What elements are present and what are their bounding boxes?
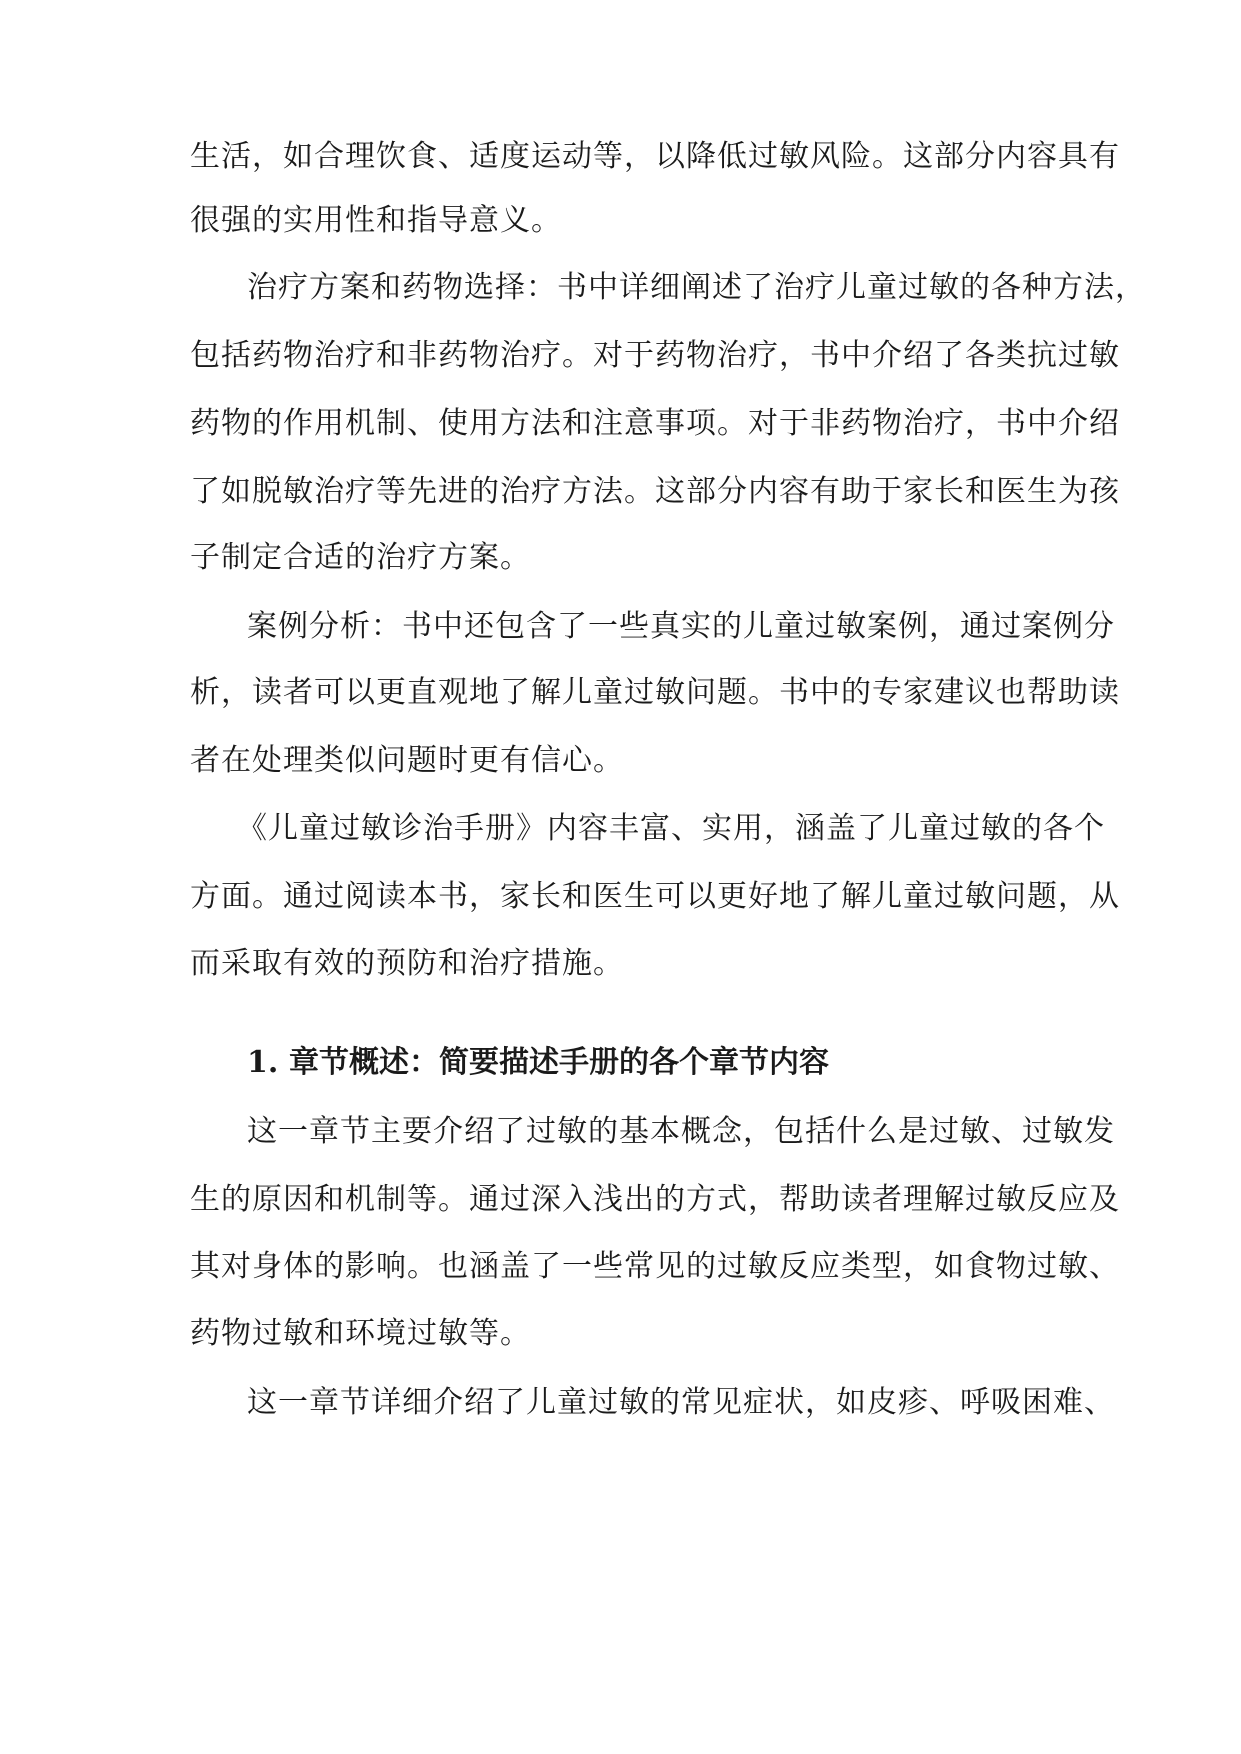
text-line: 其对身体的影响。也涵盖了一些常见的过敏反应类型，如食物过敏、 xyxy=(190,1249,1120,1284)
text-line: 很强的实用性和指导意义。 xyxy=(190,203,562,238)
text-line: 析，读者可以更直观地了解儿童过敏问题。书中的专家建议也帮助读 xyxy=(190,675,1120,710)
heading-number: 1. xyxy=(247,1045,279,1080)
text-line: 药物的作用机制、使用方法和注意事项。对于非药物治疗，书中介绍 xyxy=(190,406,1120,441)
text-line: 者在处理类似问题时更有信心。 xyxy=(190,743,624,778)
text-line: 方面。通过阅读本书，家长和医生可以更好地了解儿童过敏问题，从 xyxy=(190,879,1120,914)
section-heading xyxy=(247,1043,829,1083)
paragraph-start: 这一章节详细介绍了儿童过敏的常见症状，如皮疹、呼吸困难、 xyxy=(247,1385,1115,1420)
paragraph-start: 案例分析：书中还包含了一些真实的儿童过敏案例，通过案例分 xyxy=(247,609,1115,644)
paragraph-start: 这一章节主要介绍了过敏的基本概念，包括什么是过敏、过敏发 xyxy=(247,1114,1115,1149)
paragraph-start: 《儿童过敏诊治手册》内容丰富、实用，涵盖了儿童过敏的各个 xyxy=(237,811,1105,846)
text-line: 了如脱敏治疗等先进的治疗方法。这部分内容有助于家长和医生为孩 xyxy=(190,474,1120,509)
text-line: 生的原因和机制等。通过深入浅出的方式，帮助读者理解过敏反应及 xyxy=(190,1182,1120,1217)
paragraph-start: 治疗方案和药物选择：书中详细阐述了治疗儿童过敏的各种方法， xyxy=(247,270,1146,305)
text-line: 而采取有效的预防和治疗措施。 xyxy=(190,946,624,981)
heading-text: 章节概述：简要描述手册的各个章节内容 xyxy=(289,1045,829,1080)
text-line: 生活，如合理饮食、适度运动等，以降低过敏风险。这部分内容具有 xyxy=(190,139,1120,174)
text-line: 药物过敏和环境过敏等。 xyxy=(190,1316,531,1351)
text-line: 子制定合适的治疗方案。 xyxy=(190,540,531,575)
text-line: 包括药物治疗和非药物治疗。对于药物治疗，书中介绍了各类抗过敏 xyxy=(190,338,1120,373)
